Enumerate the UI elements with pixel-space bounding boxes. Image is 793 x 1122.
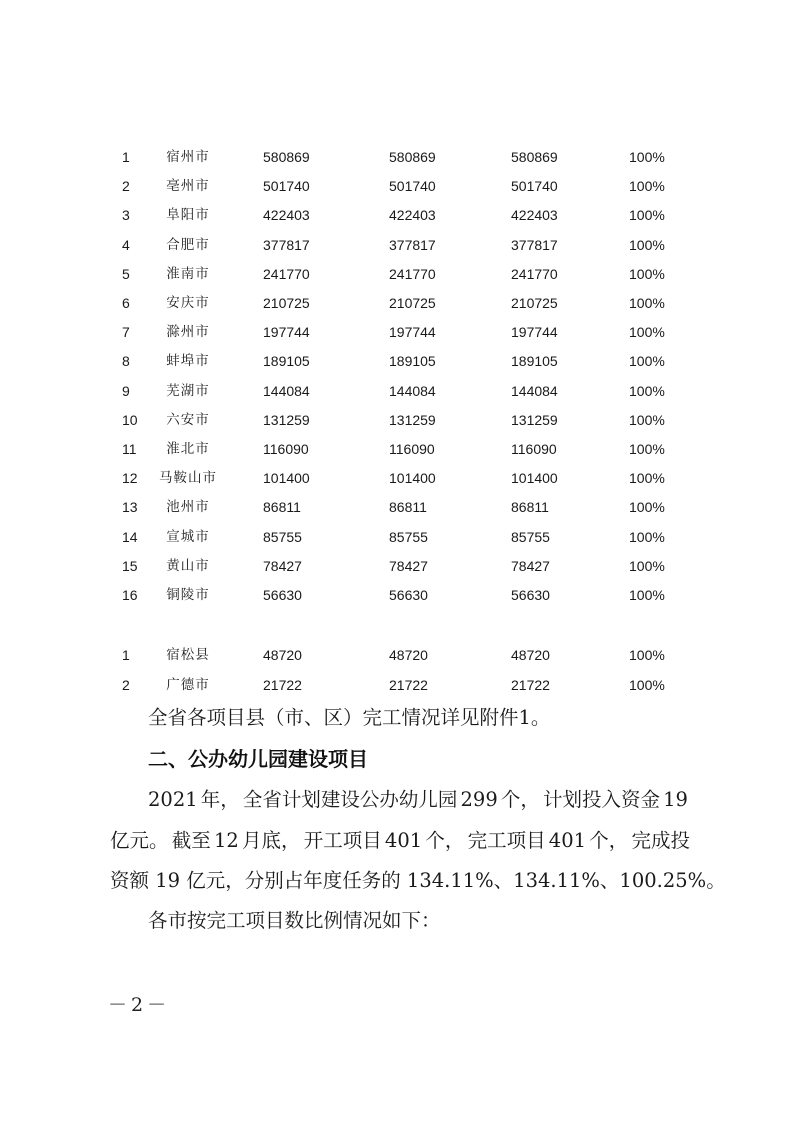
completed-value: 131259 <box>511 411 558 428</box>
paragraph-word: 完工项目 <box>467 829 546 852</box>
row-index: 11 <box>122 441 137 457</box>
completed-value: 189105 <box>511 353 558 370</box>
paragraph-line-1 <box>148 787 688 813</box>
completed-value: 48720 <box>511 647 550 663</box>
completed-value: 241770 <box>511 265 558 282</box>
table-row <box>0 467 793 489</box>
completion-percent: 100% <box>629 528 665 545</box>
city-name: 蚌埠市 <box>166 353 210 370</box>
completed-value: 422403 <box>511 207 558 224</box>
started-value: 101400 <box>389 470 436 487</box>
table-row <box>0 496 793 518</box>
completion-percent: 100% <box>629 499 665 516</box>
row-index: 1 <box>122 149 130 165</box>
completed-value: 501740 <box>511 178 558 195</box>
paragraph-line-3: 资额 19 亿元，分别占年度任务的 134.11%、134.11%、100.25%。 <box>110 869 726 892</box>
row-index: 16 <box>122 587 138 603</box>
table-row <box>0 292 793 314</box>
paragraph-word: 401 <box>548 829 587 852</box>
row-index: 4 <box>122 236 130 253</box>
completed-value: 85755 <box>511 528 550 545</box>
row-index: 2 <box>122 178 130 195</box>
planned-value: 85755 <box>263 528 302 545</box>
row-index: 3 <box>122 207 130 224</box>
completed-value: 210725 <box>511 295 558 311</box>
completion-percent: 100% <box>629 470 665 487</box>
completion-percent: 100% <box>629 236 665 253</box>
started-value: 422403 <box>389 207 436 224</box>
started-value: 210725 <box>389 295 436 311</box>
started-value: 21722 <box>389 676 428 693</box>
completion-percent: 100% <box>629 265 665 282</box>
row-index: 12 <box>122 470 138 487</box>
row-index: 2 <box>122 676 130 693</box>
started-value: 48720 <box>389 647 428 663</box>
planned-value: 241770 <box>263 265 310 282</box>
table-row <box>0 146 793 168</box>
planned-value: 116090 <box>263 441 309 457</box>
planned-value: 86811 <box>263 499 301 516</box>
planned-value: 48720 <box>263 647 302 663</box>
completion-percent: 100% <box>629 647 665 663</box>
planned-value: 197744 <box>263 324 310 341</box>
city-name: 淮南市 <box>166 265 210 282</box>
city-name: 马鞍山市 <box>159 470 217 487</box>
table-row <box>0 644 793 666</box>
planned-value: 21722 <box>263 676 302 693</box>
row-index: 15 <box>122 557 138 574</box>
city-name: 淮北市 <box>166 441 210 457</box>
appendix-paragraph: 全省各项目县（市、区）完工情况详见附件1。 <box>148 706 551 729</box>
planned-value: 101400 <box>263 470 310 487</box>
completed-value: 144084 <box>511 382 558 399</box>
started-value: 131259 <box>389 411 436 428</box>
paragraph-word: 299 <box>460 788 498 811</box>
row-index: 13 <box>122 499 138 516</box>
city-name: 广德市 <box>166 676 210 693</box>
table-row <box>0 584 793 606</box>
table-row <box>0 409 793 431</box>
row-index: 14 <box>122 528 138 545</box>
started-value: 56630 <box>389 587 428 603</box>
completed-value: 101400 <box>511 470 558 487</box>
started-value: 580869 <box>389 149 436 165</box>
table-row <box>0 321 793 343</box>
started-value: 85755 <box>389 528 428 545</box>
completed-value: 377817 <box>511 236 558 253</box>
table-row <box>0 263 793 285</box>
completion-percent: 100% <box>629 207 665 224</box>
planned-value: 78427 <box>263 557 302 574</box>
completed-value: 78427 <box>511 557 550 574</box>
completed-value: 197744 <box>511 324 558 341</box>
paragraph-word: 19 <box>663 788 688 811</box>
row-index: 7 <box>122 324 130 341</box>
started-value: 116090 <box>389 441 435 457</box>
table-row <box>0 674 793 696</box>
row-index: 1 <box>122 647 130 663</box>
completion-percent: 100% <box>629 441 665 457</box>
started-value: 377817 <box>389 236 436 253</box>
paragraph-word: 亿元。 <box>110 829 169 852</box>
started-value: 86811 <box>389 499 427 516</box>
paragraph-word: 401 <box>384 829 423 852</box>
row-index: 6 <box>122 295 130 311</box>
city-name: 黄山市 <box>166 557 210 574</box>
cities-intro-paragraph: 各市按完工项目数比例情况如下： <box>148 909 441 932</box>
table-row <box>0 526 793 548</box>
city-name: 滁州市 <box>166 324 210 341</box>
city-name: 阜阳市 <box>166 207 210 224</box>
city-name: 亳州市 <box>166 178 210 195</box>
planned-value: 210725 <box>263 295 310 311</box>
completion-percent: 100% <box>629 353 665 370</box>
completed-value: 86811 <box>511 499 549 516</box>
city-name: 铜陵市 <box>166 587 210 603</box>
completion-percent: 100% <box>629 676 665 693</box>
paragraph-line-2 <box>110 828 690 854</box>
started-value: 241770 <box>389 265 436 282</box>
planned-value: 189105 <box>263 353 310 370</box>
completion-percent: 100% <box>629 382 665 399</box>
section-heading: 二、公办幼儿园建设项目 <box>148 747 368 771</box>
city-name: 安庆市 <box>166 295 210 311</box>
paragraph-word: 2021 <box>148 788 198 811</box>
planned-value: 56630 <box>263 587 302 603</box>
planned-value: 580869 <box>263 149 310 165</box>
city-name: 宿松县 <box>166 647 210 663</box>
city-name: 池州市 <box>166 499 210 516</box>
planned-value: 377817 <box>263 236 310 253</box>
paragraph-word: 年， <box>200 788 240 811</box>
row-index: 9 <box>122 382 130 399</box>
city-name: 宣城市 <box>166 528 210 545</box>
completion-percent: 100% <box>629 411 665 428</box>
city-name: 合肥市 <box>166 236 210 253</box>
completed-value: 116090 <box>511 441 557 457</box>
completion-percent: 100% <box>629 178 665 195</box>
paragraph-word: 完成投 <box>631 829 690 852</box>
table-row <box>0 175 793 197</box>
planned-value: 422403 <box>263 207 310 224</box>
table-row <box>0 380 793 402</box>
completion-percent: 100% <box>629 324 665 341</box>
paragraph-word: 个， <box>500 788 540 811</box>
started-value: 197744 <box>389 324 436 341</box>
paragraph-word: 开工项目 <box>303 829 382 852</box>
paragraph-word: 个， <box>589 829 629 852</box>
city-name: 宿州市 <box>166 149 210 165</box>
row-index: 5 <box>122 265 130 282</box>
completion-percent: 100% <box>629 295 665 311</box>
completed-value: 21722 <box>511 676 550 693</box>
paragraph-word: 月底， <box>241 829 301 852</box>
paragraph-word: 个， <box>425 829 465 852</box>
planned-value: 501740 <box>263 178 310 195</box>
completed-value: 580869 <box>511 149 558 165</box>
city-name: 芜湖市 <box>166 382 210 399</box>
paragraph-word: 全省计划建设公办幼儿园 <box>242 788 458 811</box>
table-row <box>0 438 793 460</box>
started-value: 78427 <box>389 557 428 574</box>
paragraph-word: 12 <box>213 829 239 852</box>
completed-value: 56630 <box>511 587 550 603</box>
planned-value: 144084 <box>263 382 310 399</box>
table-row <box>0 204 793 226</box>
table-row <box>0 555 793 577</box>
table-row <box>0 350 793 372</box>
completion-percent: 100% <box>629 587 665 603</box>
row-index: 10 <box>122 411 138 428</box>
paragraph-word: 截至 <box>171 829 211 852</box>
city-name: 六安市 <box>166 411 210 428</box>
row-index: 8 <box>122 353 130 370</box>
table-row <box>0 234 793 256</box>
started-value: 189105 <box>389 353 436 370</box>
paragraph-word: 计划投入资金 <box>542 788 660 811</box>
completion-percent: 100% <box>629 557 665 574</box>
page-number: －2－ <box>108 994 171 1016</box>
completion-percent: 100% <box>629 149 665 165</box>
started-value: 144084 <box>389 382 436 399</box>
planned-value: 131259 <box>263 411 310 428</box>
started-value: 501740 <box>389 178 436 195</box>
